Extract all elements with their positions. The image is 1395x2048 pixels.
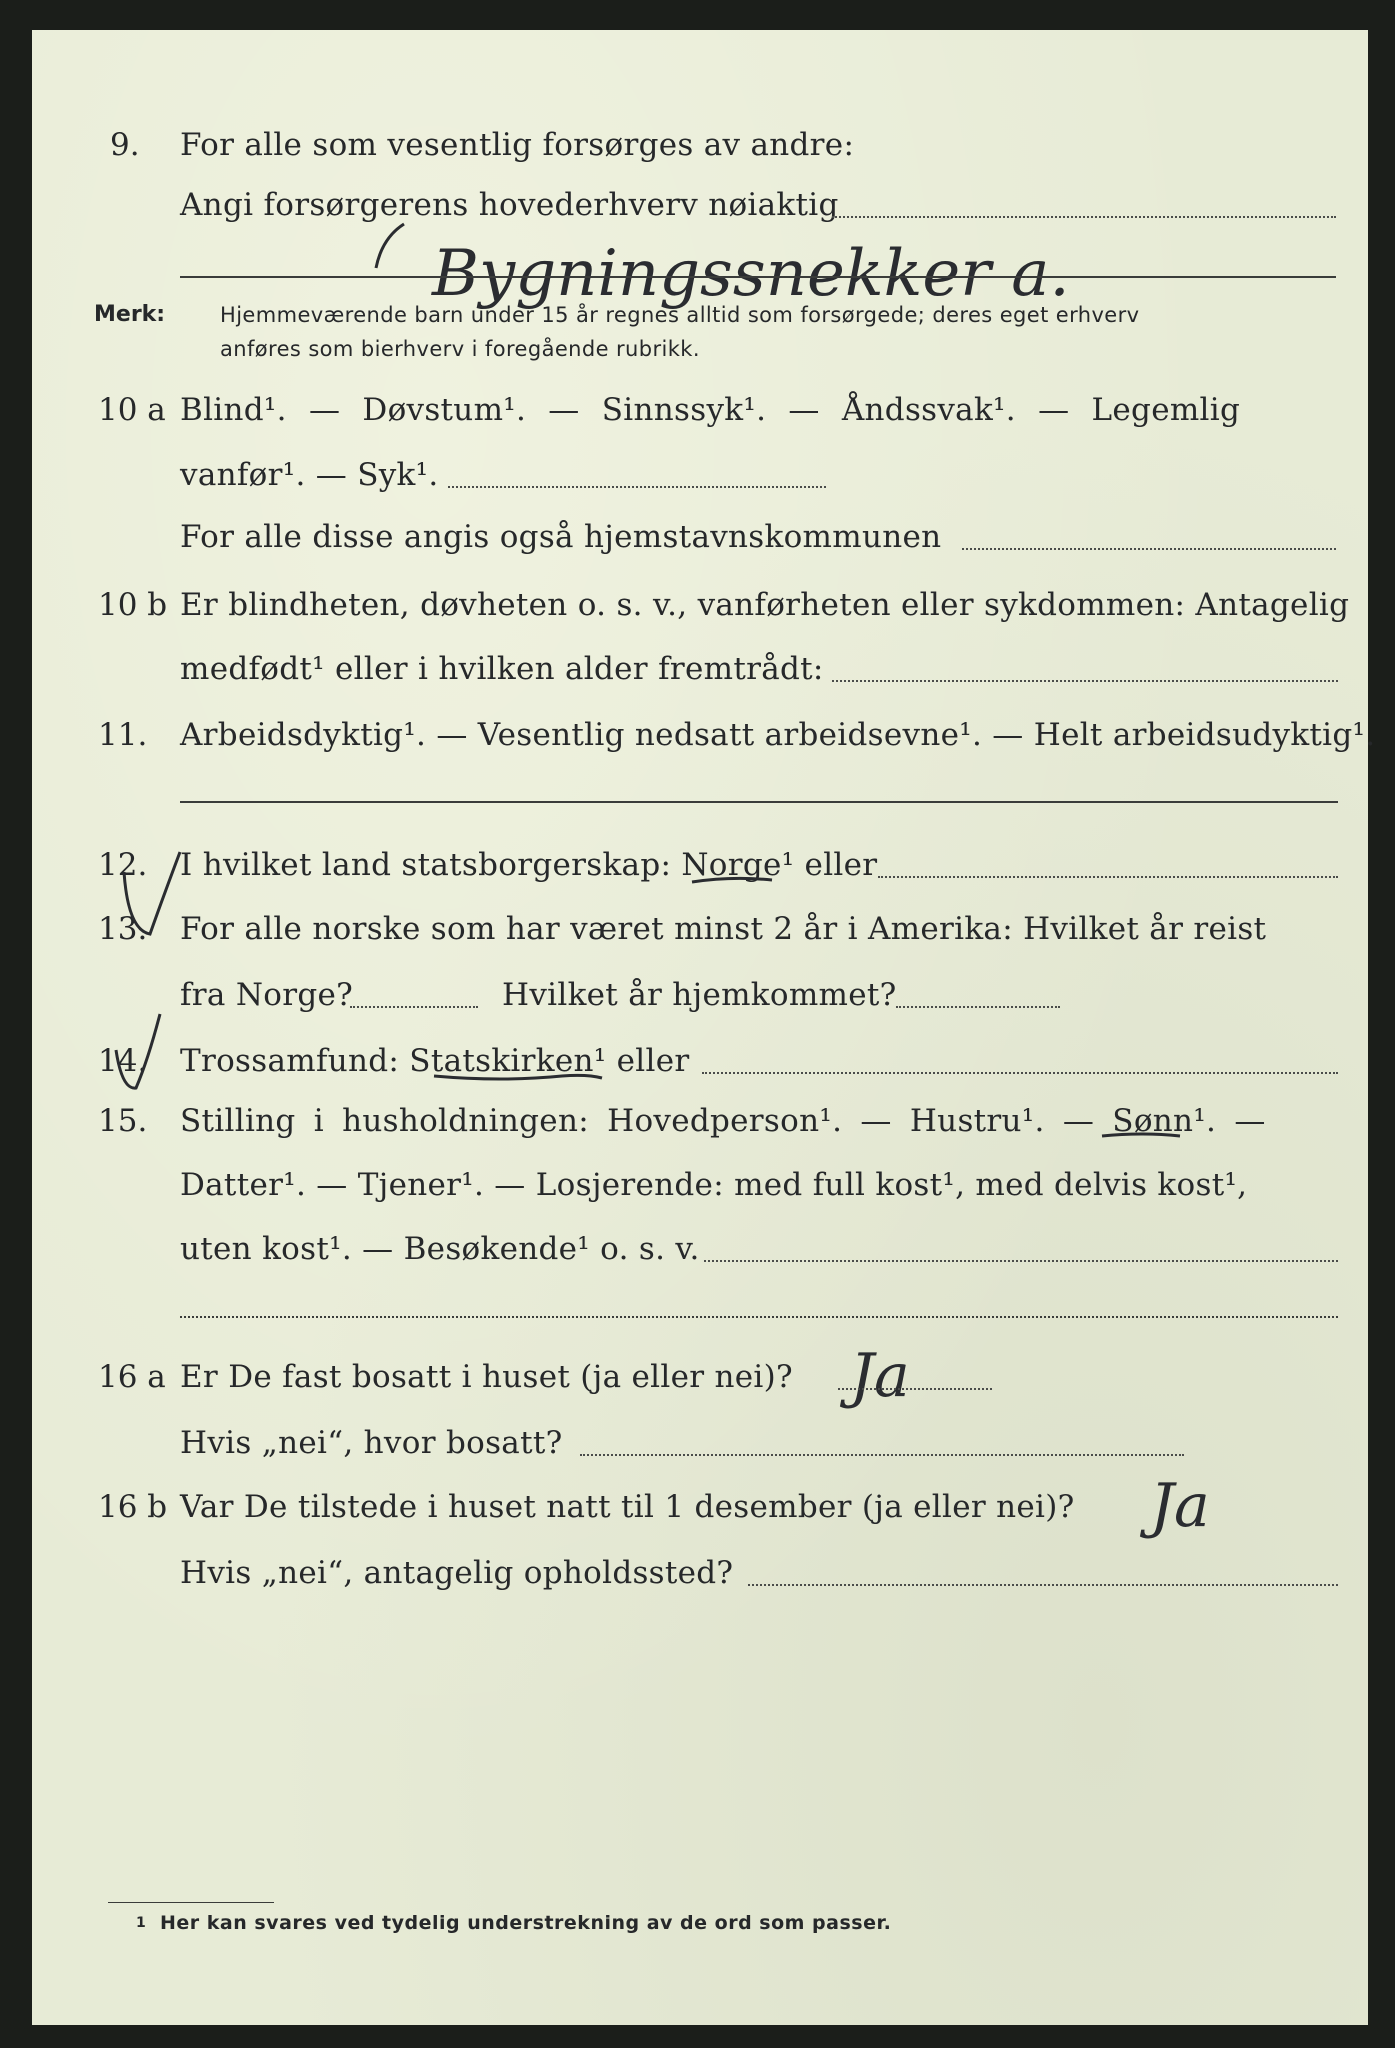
q10a-line2: vanfør¹. — Syk¹. <box>180 457 439 493</box>
q9-handwritten-answer[interactable]: Bygningssnekker a. <box>432 237 1070 311</box>
q10a-line1: Blind¹. — Døvstum¹. — Sinnssyk¹. — Åndssvak¹. — Legemlig <box>180 392 1241 428</box>
q14-number: 14. <box>98 1043 148 1079</box>
q15-number: 15. <box>98 1103 148 1139</box>
footnote-text: Her kan svares ved tydelig understrekning av de ord som passer. <box>160 1912 892 1934</box>
q10a-line3: For alle disse angis også hjemstavnskommunen <box>180 519 942 555</box>
q14-line1: Trossamfund: Statskirken¹ eller <box>180 1043 690 1079</box>
q15-dotted-line <box>704 1260 1338 1262</box>
q12-number: 12. <box>98 847 148 883</box>
q12-line1: I hvilket land statsborgerskap: Norge¹ eller <box>180 847 878 883</box>
q11-number: 11. <box>98 717 148 753</box>
q13-reist-line <box>350 1006 478 1008</box>
q16b-number: 16 b <box>98 1489 168 1525</box>
q16a-bosatt-line <box>580 1454 1184 1456</box>
q9-answer-line <box>180 276 1336 278</box>
q11-line1: Arbeidsdyktig¹. — Vesentlig nedsatt arbeidsevne¹. — Helt arbeidsudyktig¹. <box>180 717 1376 753</box>
q16a-number: 16 a <box>98 1359 166 1395</box>
q9-number: 9. <box>110 127 140 163</box>
merk-line1: Hjemmeværende barn under 15 år regnes alltid som forsørgede; deres eget erhverv <box>220 303 1140 327</box>
q15-line2: Datter¹. — Tjener¹. — Losjerende: med full kost¹, med delvis kost¹, <box>180 1167 1248 1203</box>
q10a-hjemstavn-line <box>962 548 1336 550</box>
q13-number: 13. <box>98 911 148 947</box>
q16a-line1: Er De fast bosatt i huset (ja eller nei)? <box>180 1359 793 1395</box>
q10b-number: 10 b <box>98 587 168 623</box>
q9-line2: Angi forsørgerens hovederhverv nøiaktig <box>180 187 839 223</box>
q14-dotted-line <box>702 1072 1338 1074</box>
q16b-dotted-line <box>748 1584 1338 1586</box>
q15-answer-line <box>180 1316 1338 1318</box>
q16a-handwritten-answer[interactable]: Ja <box>850 1341 910 1411</box>
q10b-line1: Er blindheten, døvheten o. s. v., vanførheten eller sykdommen: Antagelig <box>180 587 1350 623</box>
q13-line2b: Hvilket år hjemkommet? <box>502 977 897 1013</box>
q9-dotted-line <box>832 216 1336 218</box>
q12-dotted-line <box>878 876 1338 878</box>
footnote-rule <box>108 1902 274 1903</box>
q10a-dotted-line <box>448 486 826 488</box>
q16a-dotted-line <box>838 1388 992 1390</box>
handwritten-marks <box>32 30 1368 2025</box>
q10b-dotted-line <box>832 680 1338 682</box>
q16b-line1: Var De tilstede i huset natt til 1 desember (ja eller nei)? <box>180 1489 1075 1525</box>
q9-line1: For alle som vesentlig forsørges av andre: <box>180 127 855 163</box>
q13-line2a: fra Norge? <box>180 977 354 1013</box>
q11-answer-line <box>180 801 1338 803</box>
q16b-handwritten-answer[interactable]: Ja <box>1150 1471 1210 1541</box>
q16a-line2: Hvis „nei“, hvor bosatt? <box>180 1425 563 1461</box>
q10b-line2: medfødt¹ eller i hvilken alder fremtrådt: <box>180 651 824 687</box>
q13-hjemkommet-line <box>896 1006 1060 1008</box>
footnote-mark: 1 <box>136 1915 147 1931</box>
census-form-page <box>32 30 1376 2025</box>
merk-line2: anføres som bierhverv i foregående rubrikk. <box>220 337 700 361</box>
q15-line3: uten kost¹. — Besøkende¹ o. s. v. <box>180 1231 700 1267</box>
q15-line1: Stilling i husholdningen: Hovedperson¹. — Hustru¹. — Sønn¹. — <box>180 1103 1266 1139</box>
q13-line1: For alle norske som har været minst 2 år i Amerika: Hvilket år reist <box>180 911 1267 947</box>
q9-pen-stroke <box>376 224 404 268</box>
q16b-line2: Hvis „nei“, antagelig opholdssted? <box>180 1555 734 1591</box>
merk-label: Merk: <box>94 302 166 327</box>
q10a-number: 10 a <box>98 392 166 428</box>
